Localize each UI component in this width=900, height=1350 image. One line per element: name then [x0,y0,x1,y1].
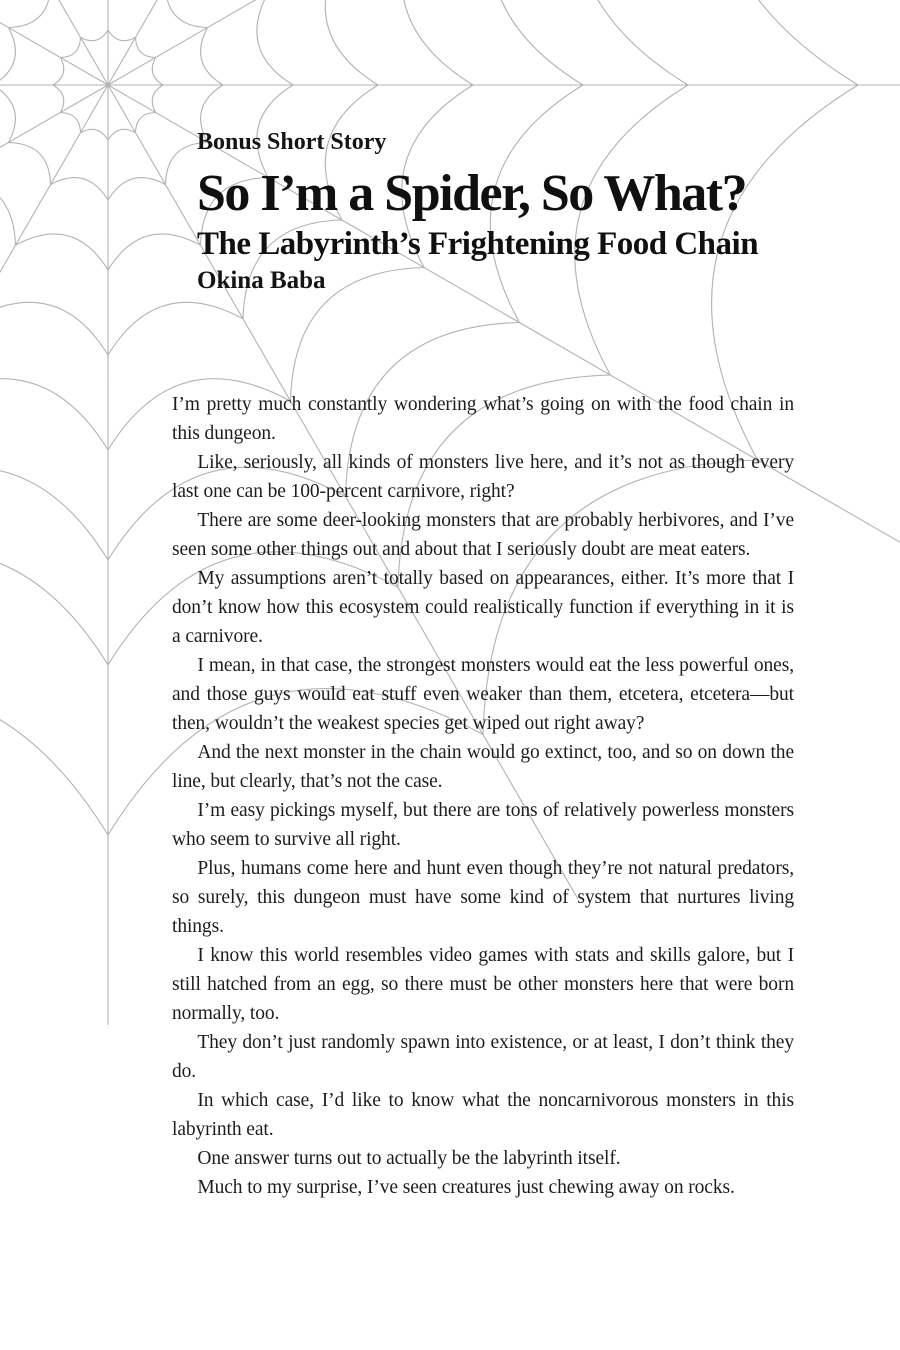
story-paragraph: I’m pretty much constantly wondering what’s going on with the food chain in this dungeon. [172,394,794,444]
story-paragraph: Like, seriously, all kinds of monsters live here, and it’s not as though every last one can be 100-percent carnivore, right? [172,452,794,502]
story-paragraph: In which case, I’d like to know what the noncarnivorous monsters in this labyrinth eat. [172,1090,794,1140]
story-paragraph: I know this world resembles video games with stats and skills galore, but I still hatched from an egg, so there must be other monsters here that were born normally, too. [172,945,794,1024]
author-name: Okina Baba [197,267,326,294]
kicker-label: Bonus Short Story [197,129,387,155]
story-body [172,390,794,1202]
story-paragraph: One answer turns out to actually be the labyrinth itself. [197,1148,621,1169]
title-block [197,128,837,296]
page-title: So I’m a Spider, So What? [197,165,747,222]
story-paragraph: And the next monster in the chain would go extinct, too, and so on down the line, but clearly, that’s not the case. [172,742,794,792]
story-paragraph: Much to my surprise, I’ve seen creatures just chewing away on rocks. [197,1177,735,1198]
story-paragraph: They don’t just randomly spawn into existence, or at least, I don’t think they do. [172,1032,794,1082]
story-paragraph: Plus, humans come here and hunt even though they’re not natural predators, so surely, this dungeon must have some kind of system that nurtures living things. [172,858,794,937]
story-paragraph: I mean, in that case, the strongest monsters would eat the less powerful ones, and those guys would eat stuff even weaker than them, etcetera, etcetera—but then, wouldn’t the weakest species get wiped out right away? [172,655,794,734]
story-paragraph: I’m easy pickings myself, but there are tons of relatively powerless monsters who seem to survive all right. [172,800,794,850]
story-paragraph: My assumptions aren’t totally based on appearances, either. It’s more that I don’t know how this ecosystem could realistically function if everything in it is a carnivore. [172,568,794,647]
page-subtitle: The Labyrinth’s Frightening Food Chain [197,226,759,262]
story-paragraph: There are some deer-looking monsters that are probably herbivores, and I’ve seen some other things out and about that I seriously doubt are meat eaters. [172,510,794,560]
